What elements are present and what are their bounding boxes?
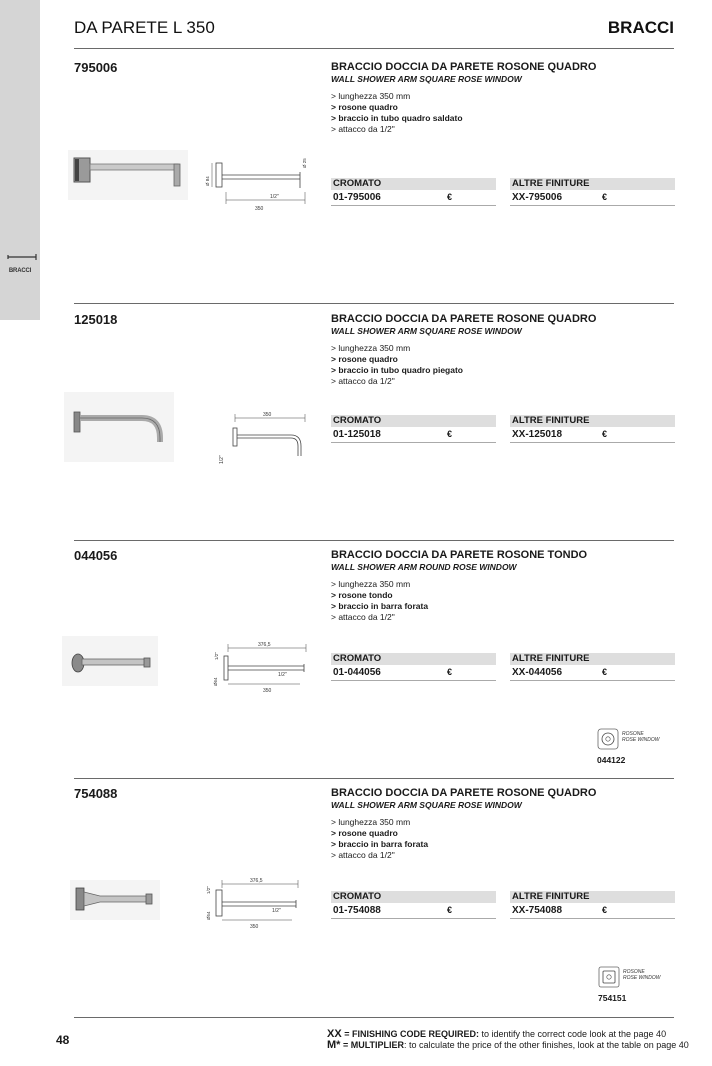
- side-tab-label: BRACCI: [8, 268, 32, 274]
- dimension-overall: 376,5: [258, 642, 271, 648]
- square-rose-icon: [598, 966, 620, 988]
- product-photo-795006: [68, 150, 188, 200]
- price-column-other-finishes: [510, 178, 675, 206]
- currency-symbol: €: [602, 429, 608, 439]
- product-separator: [74, 540, 674, 541]
- article-code: XX-125018: [512, 429, 563, 440]
- price-header: CROMATO: [331, 178, 496, 190]
- product-code: 795006: [74, 60, 118, 75]
- price-table: [331, 415, 675, 445]
- dimension-length: 350: [263, 412, 272, 418]
- price-header: ALTRE FINITURE: [510, 653, 675, 665]
- currency-symbol: €: [447, 905, 453, 915]
- currency-symbol: €: [447, 667, 453, 677]
- product-044056: [74, 548, 674, 698]
- feature-list: [331, 91, 463, 135]
- price-header: ALTRE FINITURE: [510, 178, 675, 190]
- rose-label-it: ROSONE: [622, 731, 644, 737]
- price-column-chrome: [331, 415, 496, 443]
- dimension-thread: 1/2": [219, 455, 225, 464]
- rose-label-it: ROSONE: [623, 969, 645, 975]
- dimension-length: 350: [250, 924, 259, 930]
- page-category: BRACCI: [607, 18, 674, 37]
- product-photo-044056: [62, 636, 158, 686]
- product-754088: [74, 786, 674, 936]
- rose-accessory-044122: [597, 728, 667, 768]
- currency-symbol: €: [602, 667, 608, 677]
- dimension-rose: Ø54: [206, 911, 211, 920]
- note-label: = MULTIPLIER: [340, 1040, 405, 1050]
- feature-item: > braccio in tubo quadro piegato: [331, 365, 463, 375]
- rose-label-en: ROSE WINDOW: [622, 737, 660, 743]
- feature-item: > attacco da 1/2": [331, 850, 395, 860]
- price-header: ALTRE FINITURE: [510, 415, 675, 427]
- feature-item: > rosone tondo: [331, 590, 393, 600]
- note-multiplier: [327, 1040, 689, 1051]
- dimension-thread: 1/2": [278, 672, 287, 678]
- product-photo-754088: [70, 880, 160, 920]
- dimension-thread: 1/2": [270, 194, 279, 200]
- price-header: CROMATO: [331, 653, 496, 665]
- feature-item: > attacco da 1/2": [331, 612, 395, 622]
- product-code: 044056: [74, 548, 118, 563]
- page-header: [74, 18, 674, 49]
- product-separator: [74, 778, 674, 779]
- feature-item: > lunghezza 350 mm: [331, 817, 411, 827]
- price-header: CROMATO: [331, 415, 496, 427]
- rose-label-en: ROSE WINDOW: [623, 975, 661, 981]
- price-row: [510, 665, 675, 681]
- price-table: [331, 891, 675, 921]
- note-finishing-code: [327, 1029, 689, 1040]
- feature-item: > braccio in barra forata: [331, 839, 429, 849]
- feature-item: > braccio in barra forata: [331, 601, 429, 611]
- product-name: BRACCIO DOCCIA DA PARETE ROSONE QUADRO: [331, 313, 597, 325]
- note-key: M*: [327, 1039, 341, 1051]
- product-name-en: WALL SHOWER ARM SQUARE ROSE WINDOW: [331, 326, 522, 336]
- feature-list: [331, 817, 428, 861]
- feature-item: > lunghezza 350 mm: [331, 579, 411, 589]
- price-row: [510, 903, 675, 919]
- page-title: DA PARETE L 350: [74, 18, 215, 37]
- price-column-chrome: [331, 653, 496, 681]
- dimension-rose: Ø 84: [205, 176, 210, 186]
- feature-item: > attacco da 1/2": [331, 124, 395, 134]
- round-rose-icon: [597, 728, 619, 750]
- product-name: BRACCIO DOCCIA DA PARETE ROSONE QUADRO: [331, 61, 597, 73]
- article-code: 01-795006: [333, 192, 381, 203]
- page-number: 48: [56, 1033, 70, 1047]
- feature-item: > rosone quadro: [331, 102, 398, 112]
- technical-drawing-795006: [200, 148, 325, 213]
- feature-item: > lunghezza 350 mm: [331, 91, 411, 101]
- footer-notes: [327, 1029, 689, 1051]
- dimension-overall: 376,5: [250, 878, 263, 884]
- price-column-other-finishes: [510, 653, 675, 681]
- article-code: 01-125018: [333, 429, 381, 440]
- article-code: XX-044056: [512, 667, 563, 678]
- feature-item: > attacco da 1/2": [331, 376, 395, 386]
- feature-list: [331, 579, 428, 623]
- price-column-other-finishes: [510, 415, 675, 443]
- product-photo-125018: [64, 392, 174, 462]
- product-name-en: WALL SHOWER ARM ROUND ROSE WINDOW: [331, 562, 517, 572]
- dimension-length: 350: [255, 206, 264, 212]
- currency-symbol: €: [602, 905, 608, 915]
- note-label: = FINISHING CODE REQUIRED:: [341, 1029, 479, 1039]
- article-code: XX-754088: [512, 905, 563, 916]
- price-row: [331, 427, 496, 443]
- dimension-rose: Ø64: [213, 677, 218, 686]
- technical-drawing-044056: [208, 640, 318, 695]
- shower-arm-icon: [6, 252, 38, 262]
- currency-symbol: €: [447, 429, 453, 439]
- price-header: ALTRE FINITURE: [510, 891, 675, 903]
- product-code: 754088: [74, 786, 118, 801]
- article-code: 01-754088: [333, 905, 381, 916]
- product-name-en: WALL SHOWER ARM SQUARE ROSE WINDOW: [331, 800, 522, 810]
- product-code: 125018: [74, 312, 118, 327]
- feature-item: > braccio in tubo quadro saldato: [331, 113, 463, 123]
- price-table: [331, 178, 675, 208]
- feature-item: > rosone quadro: [331, 828, 398, 838]
- price-row: [331, 190, 496, 206]
- product-separator: [74, 303, 674, 304]
- price-row: [510, 427, 675, 443]
- article-code: 01-044056: [333, 667, 381, 678]
- price-header: CROMATO: [331, 891, 496, 903]
- rose-code: 044122: [597, 755, 626, 765]
- side-category-tab[interactable]: [0, 0, 40, 320]
- dimension-thread: 1/2": [272, 908, 281, 914]
- dimension-thread-vertical: 1/2": [214, 652, 219, 660]
- price-column-chrome: [331, 178, 496, 206]
- price-row: [510, 190, 675, 206]
- note-key: XX: [327, 1028, 342, 1040]
- dimension-tube: Ø 25: [302, 158, 307, 168]
- price-row: [331, 665, 496, 681]
- dimension-length: 350: [263, 688, 272, 694]
- footer-separator: [74, 1017, 674, 1018]
- price-column-chrome: [331, 891, 496, 919]
- dimension-thread-vertical: 1/2": [206, 886, 211, 894]
- product-name: BRACCIO DOCCIA DA PARETE ROSONE TONDO: [331, 549, 588, 561]
- rose-accessory-754151: [598, 966, 668, 1006]
- note-text: to identify the correct code look at the page 40: [478, 1029, 667, 1039]
- article-code: XX-795006: [512, 192, 563, 203]
- technical-drawing-125018: [215, 408, 315, 468]
- price-column-other-finishes: [510, 891, 675, 919]
- product-name-en: WALL SHOWER ARM SQUARE ROSE WINDOW: [331, 74, 522, 84]
- rose-code: 754151: [598, 993, 627, 1003]
- rose-label: [623, 969, 661, 981]
- technical-drawing-754088: [200, 876, 310, 931]
- currency-symbol: €: [602, 192, 608, 202]
- feature-item: > lunghezza 350 mm: [331, 343, 411, 353]
- price-row: [331, 903, 496, 919]
- feature-item: > rosone quadro: [331, 354, 398, 364]
- product-name: BRACCIO DOCCIA DA PARETE ROSONE QUADRO: [331, 787, 597, 799]
- note-text: : to calculate the price of the other finishes, look at the table on page 40: [404, 1040, 689, 1050]
- rose-label: [622, 731, 660, 743]
- currency-symbol: €: [447, 192, 453, 202]
- feature-list: [331, 343, 463, 387]
- price-table: [331, 653, 675, 683]
